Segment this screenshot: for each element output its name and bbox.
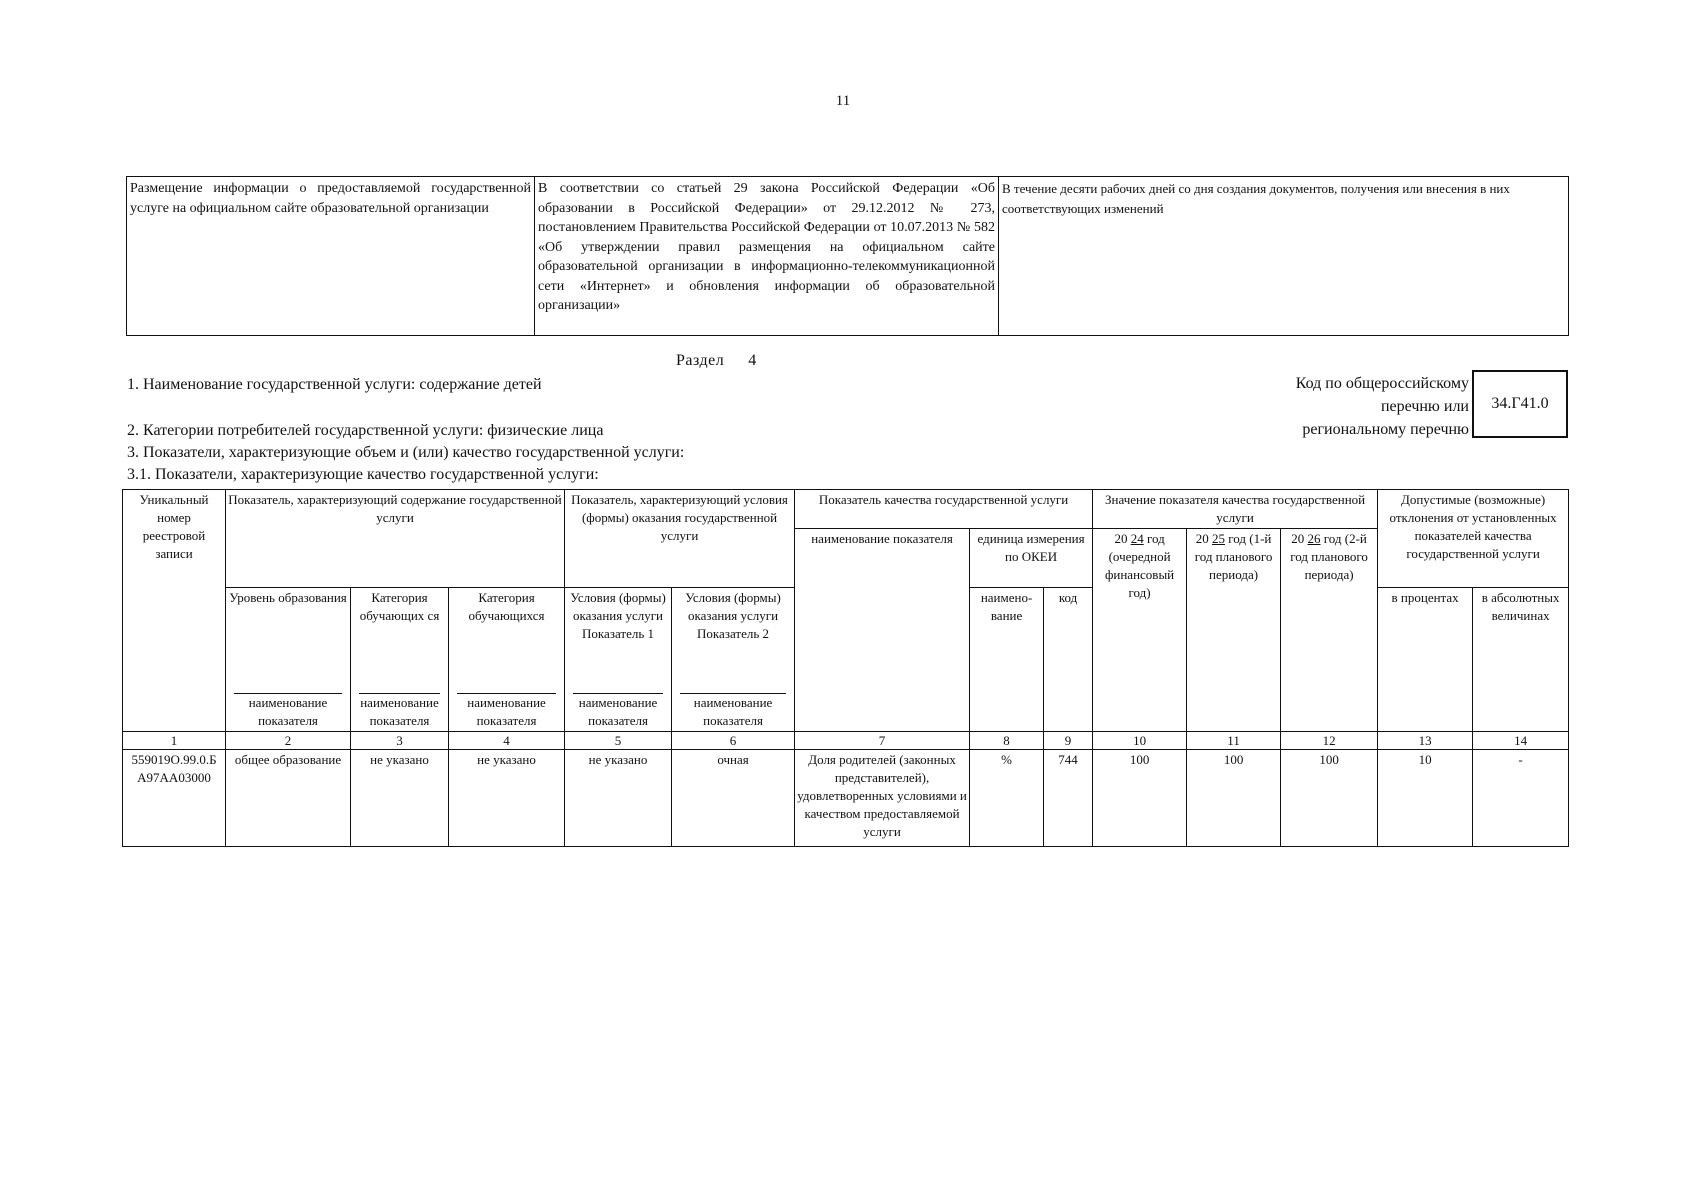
cell-category1: не указано <box>351 750 449 847</box>
cell-indicator: Доля родителей (законных представителей), удовлетворенных условиями и качеством предоставляемой услуги <box>795 750 970 847</box>
consumers-line: 2. Категории потребителей государственной услуги: физические лица <box>127 422 604 439</box>
section-label: Раздел <box>676 352 725 369</box>
header-row <box>123 490 1569 529</box>
header-sub-name: наименование показателя <box>351 692 449 732</box>
column-number: 11 <box>1187 732 1281 750</box>
header-conditions-group: Показатель, характеризующий условия (формы) оказания государственной услуги <box>565 490 795 588</box>
column-number: 3 <box>351 732 449 750</box>
cell-cond2: очная <box>672 750 795 847</box>
header-sub-name: наименование показателя <box>565 692 672 732</box>
header-unit-code: код <box>1044 588 1093 732</box>
cell-percent: 10 <box>1378 750 1473 847</box>
column-number: 5 <box>565 732 672 750</box>
year-suffix: год (2-й год планового периода) <box>1290 531 1368 582</box>
section-title <box>676 352 757 370</box>
service-name-line: 1. Наименование государственной услуги: содержание детей <box>127 376 542 393</box>
table-row <box>123 750 1569 847</box>
header-sub-name: наименование показателя <box>672 692 795 732</box>
cell-unit-code: 744 <box>1044 750 1093 847</box>
column-number: 13 <box>1378 732 1473 750</box>
year-suffix: год (1-й год планового периода) <box>1194 531 1273 582</box>
info-content-cell: В соответствии со статьей 29 закона Российской Федерации «Об образовании в Российской Федерации» от 29.12.2012 № 273, постановлением Правительства Российской Федерации от 10.07.2013 № 582 «Об утверждении правил размещения на официальном сайте образовательной организации в информационно-телекоммуникационной сети «Интернет» и обновления информации об образовательной организации» <box>535 177 999 336</box>
column-number: 9 <box>1044 732 1093 750</box>
header-year-2024 <box>1093 529 1187 732</box>
header-percent: в процентах <box>1378 588 1473 732</box>
quality-indicators-table <box>122 489 1569 847</box>
header-sub-name: наименование показателя <box>449 692 565 732</box>
code-label-line: Код по общероссийскому <box>1295 375 1469 392</box>
service-code-box: 34.Г41.0 <box>1472 370 1568 438</box>
column-number: 6 <box>672 732 795 750</box>
header-unit: единица измерения по ОКЕИ <box>970 529 1093 588</box>
section-number: 4 <box>748 352 757 369</box>
cell-level: общее образование <box>226 750 351 847</box>
info-frequency-cell: В течение десяти рабочих дней со дня создания документов, получения или внесения в них соответствующих изменений <box>999 177 1569 336</box>
cell-value-2024: 100 <box>1093 750 1187 847</box>
column-number: 1 <box>123 732 226 750</box>
header-sub-name: наименование показателя <box>226 692 351 732</box>
info-method-cell: Размещение информации о предоставляемой государственной услуге на официальном сайте образовательной организации <box>127 177 535 336</box>
header-year-2026 <box>1281 529 1378 732</box>
header-category2: Категория обучающихся <box>449 588 565 693</box>
column-number: 14 <box>1473 732 1569 750</box>
header-absolute: в абсолютных величинах <box>1473 588 1569 732</box>
cell-absolute: - <box>1473 750 1569 847</box>
year-value: 26 <box>1307 531 1321 546</box>
header-unit-name: наимено- вание <box>970 588 1044 732</box>
column-number: 2 <box>226 732 351 750</box>
header-value-group: Значение показателя качества государственной услуги <box>1093 490 1378 529</box>
table-row <box>127 177 1569 336</box>
year-prefix: 20 <box>1195 531 1209 546</box>
cell-unique-number: 559019О.99.0.Б А97АА03000 <box>123 750 226 847</box>
quality-line: 3.1. Показатели, характеризующие качество государственной услуги: <box>127 466 599 483</box>
header-unique-number: Уникальный номер реестровой записи <box>123 490 226 732</box>
info-placement-table <box>126 176 1569 336</box>
code-label-line: региональному перечню <box>1302 421 1469 438</box>
cell-value-2026: 100 <box>1281 750 1378 847</box>
header-indicator-name: наименование показателя <box>795 529 970 732</box>
year-prefix: 20 <box>1291 531 1305 546</box>
code-label <box>1296 372 1469 441</box>
column-number-row <box>123 732 1569 750</box>
header-year-2025 <box>1187 529 1281 732</box>
code-label-line: перечню или <box>1380 398 1469 415</box>
cell-category2: не указано <box>449 750 565 847</box>
column-number: 10 <box>1093 732 1187 750</box>
year-prefix: 20 <box>1114 531 1128 546</box>
header-category1: Категория обучающих ся <box>351 588 449 693</box>
cell-value-2025: 100 <box>1187 750 1281 847</box>
header-content-group: Показатель, характеризующий содержание государственной услуги <box>226 490 565 588</box>
year-value: 24 <box>1130 531 1144 546</box>
year-value: 25 <box>1212 531 1225 546</box>
column-number: 4 <box>449 732 565 750</box>
cell-unit-name: % <box>970 750 1044 847</box>
header-deviation-group: Допустимые (возможные) отклонения от установленных показателей качества государственной услуги <box>1378 490 1569 588</box>
cell-cond1: не указано <box>565 750 672 847</box>
header-level: Уровень образования <box>226 588 351 693</box>
header-cond1: Условия (формы) оказания услуги Показатель 1 <box>565 588 672 693</box>
year-suffix: год (очередной финансовый год) <box>1104 531 1175 600</box>
header-quality-group: Показатель качества государственной услуги <box>795 490 1093 529</box>
column-number: 8 <box>970 732 1044 750</box>
page-number: 11 <box>835 93 851 109</box>
indicators-line: 3. Показатели, характеризующие объем и (или) качество государственной услуги: <box>127 444 685 461</box>
column-number: 12 <box>1281 732 1378 750</box>
column-number: 7 <box>795 732 970 750</box>
header-cond2: Условия (формы) оказания услуги Показатель 2 <box>672 588 795 693</box>
